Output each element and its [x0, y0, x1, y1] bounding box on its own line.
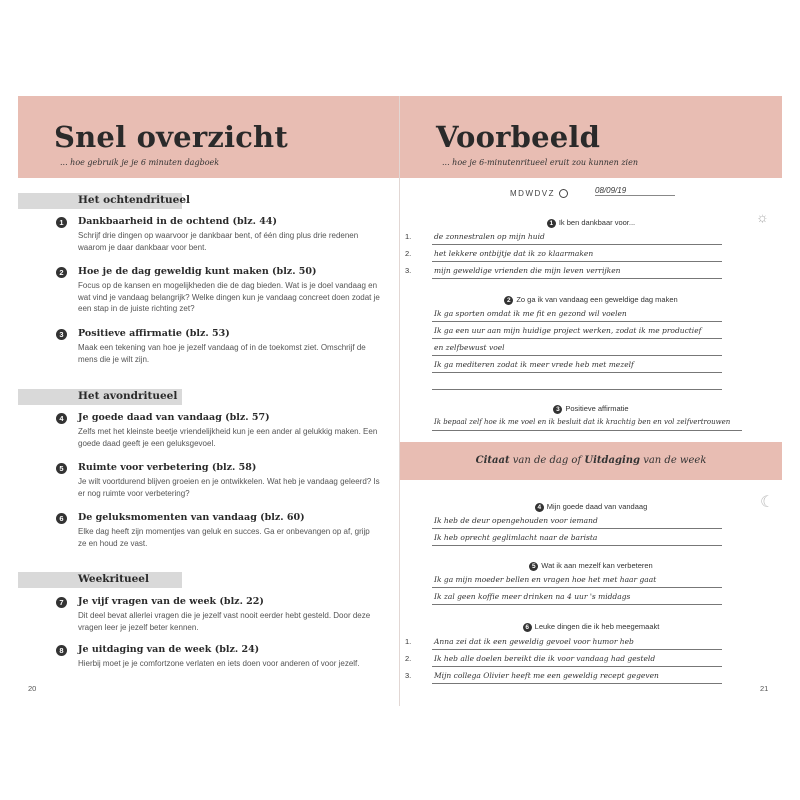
- heading-number: 1: [547, 219, 556, 228]
- date-field: 08/09/19: [595, 186, 675, 196]
- writing-line: [432, 516, 722, 529]
- item-text: Dit deel bevat allerlei vragen die je jezelf vast nooit eerder hebt gesteld. Door deze vragen leer je jezelf beter kennen.: [78, 611, 371, 632]
- item-text: Hierbij moet je je comfortzone verlaten en iets doen voor anderen of voor jezelf.: [78, 659, 360, 668]
- item-number: 4: [56, 413, 67, 424]
- item-title: Ruimte voor verbetering (blz. 58): [78, 462, 257, 473]
- heading-number: 5: [529, 562, 538, 571]
- line-number: 2.: [405, 249, 412, 258]
- handwritten-text: en zelfbewust voel: [434, 343, 505, 352]
- item-number: 5: [56, 463, 67, 474]
- moon-icon: ☾: [760, 494, 775, 511]
- writing-line: [432, 309, 722, 322]
- item-title: De geluksmomenten van vandaag (blz. 60): [78, 512, 305, 523]
- left-page: [18, 96, 400, 706]
- line-number: 2.: [405, 654, 412, 663]
- heading-text: Positieve affirmatie: [565, 404, 629, 413]
- item-text: Schrijf drie dingen op waarvoor je dankbaar bent, of één ding plus drie redenen waarom je daar dankbaar voor bent.: [78, 231, 359, 252]
- writing-line: [432, 575, 722, 588]
- item-title: Positieve affirmatie (blz. 53): [78, 328, 230, 339]
- heading-text: Wat ik aan mezelf kan verbeteren: [541, 561, 653, 570]
- writing-line: [432, 418, 742, 431]
- heading-text: Mijn goede daad van vandaag: [546, 502, 648, 511]
- day-circle-icon: [559, 189, 568, 198]
- writing-line: [432, 533, 722, 546]
- line-number: 1.: [405, 637, 412, 646]
- writing-line: [432, 360, 722, 373]
- handwritten-text: Ik ga sporten omdat ik me fit en gezond wil voelen: [434, 309, 627, 318]
- writing-line: [405, 232, 722, 245]
- left-header: [18, 96, 400, 178]
- item-number: 1: [56, 217, 67, 228]
- quote-banner: [400, 442, 782, 480]
- gratitude-heading: [400, 218, 782, 228]
- writing-line: [432, 326, 722, 339]
- item-number: 8: [56, 645, 67, 656]
- page-title: Voorbeeld: [436, 120, 601, 154]
- page-number: 20: [28, 684, 37, 693]
- section-title: Weekritueel: [78, 573, 149, 585]
- item-title: Je vijf vragen van de week (blz. 22): [78, 596, 264, 607]
- writing-line: [405, 249, 722, 262]
- item-title: Hoe je de dag geweldig kunt maken (blz. 50): [78, 266, 317, 277]
- heading-text: Leuke dingen die ik heb meegemaakt: [534, 622, 660, 631]
- weekday-letters: [510, 189, 568, 198]
- item-number: 3: [56, 329, 67, 340]
- handwritten-text: Ik ga mijn moeder bellen en vragen hoe het met haar gaat: [434, 575, 657, 584]
- improve-heading: [400, 561, 782, 571]
- quote-text: [400, 455, 782, 466]
- heading-text: Ik ben dankbaar voor...: [558, 218, 636, 227]
- item-text: Elke dag heeft zijn momentjes van geluk en succes. Ga er onbevangen op af, grijp ze en houd ze vast.: [78, 527, 370, 548]
- page-number: 21: [760, 684, 769, 693]
- section-title: Het avondritueel: [78, 390, 178, 402]
- quote-word: Citaat: [475, 455, 510, 466]
- item-text: Je wilt voortdurend blijven groeien en je ontwikkelen. Wat heb je vandaag geleerd? Is er nog ruimte voor verbetering?: [78, 477, 380, 498]
- handwritten-text: Ik zal geen koffie meer drinken na 4 uur 's middags: [434, 592, 631, 601]
- heading-number: 4: [535, 503, 544, 512]
- item-number: 7: [56, 597, 67, 608]
- sun-icon: ☼: [756, 209, 769, 225]
- writing-line: [405, 671, 722, 684]
- item-text: Zelfs met het kleinste beetje vriendelijkheid kun je een ander al gelukkig maken. Een goede daad geeft je een geluksgevoel.: [78, 427, 378, 448]
- writing-line: [432, 592, 722, 605]
- quote-joiner: van de dag of: [509, 455, 585, 466]
- great-day-heading: [400, 295, 782, 305]
- item-number: 2: [56, 267, 67, 278]
- handwritten-text: het lekkere ontbijtje dat ik zo klaarmaken: [434, 249, 594, 258]
- item-text: Maak een tekening van hoe je jezelf vandaag of in de toekomst ziet. Omschrijf de mens die je wilt zijn.: [78, 343, 366, 364]
- handwritten-text: Ik heb alle doelen bereikt die ik voor vandaag had gesteld: [434, 654, 656, 663]
- item-title: Je uitdaging van de week (blz. 24): [78, 644, 260, 655]
- good-deed-heading: [400, 502, 782, 512]
- handwritten-text: Anna zei dat ik een geweldig gevoel voor humor heb: [434, 637, 634, 646]
- item-title: Dankbaarheid in de ochtend (blz. 44): [78, 216, 277, 227]
- handwritten-text: Ik heb de deur opengehouden voor iemand: [434, 516, 598, 525]
- page-title: Snel overzicht: [54, 120, 288, 154]
- right-page: [400, 96, 782, 706]
- handwritten-text: Ik ga mediteren zodat ik meer vrede heb met mezelf: [434, 360, 634, 369]
- handwritten-text: mijn geweldige vrienden die mijn leven verrijken: [434, 266, 621, 275]
- heading-text: Zo ga ik van vandaag een geweldige dag maken: [516, 295, 678, 304]
- writing-line: [432, 343, 722, 356]
- affirmation-heading: [400, 404, 782, 414]
- heading-number: 2: [504, 296, 513, 305]
- page-subtitle: ... hoe gebruik je je 6 minuten dagboek: [60, 158, 220, 167]
- handwritten-text: de zonnestralen op mijn huid: [434, 232, 545, 241]
- right-header: [400, 96, 782, 178]
- handwritten-text: Ik bepaal zelf hoe ik me voel en ik besluit dat ik krachtig ben en vol zelfvertrouwen: [434, 418, 731, 426]
- writing-line: [405, 654, 722, 667]
- heading-number: 6: [523, 623, 532, 632]
- line-number: 1.: [405, 232, 412, 241]
- heading-number: 3: [553, 405, 562, 414]
- page-subtitle: ... hoe je 6-minutenritueel eruit zou kunnen zien: [442, 158, 638, 167]
- moments-heading: [400, 622, 782, 632]
- item-number: 6: [56, 513, 67, 524]
- handwritten-text: Ik ga een uur aan mijn huidige project werken, zodat ik me productief: [434, 326, 702, 335]
- handwritten-text: Mijn collega Olivier heeft me een geweldig recept gegeven: [434, 671, 659, 680]
- writing-line: [432, 377, 722, 390]
- challenge-word: Uitdaging: [584, 455, 641, 466]
- handwritten-text: Ik heb oprecht geglimlacht naar de barista: [434, 533, 598, 542]
- book-spread: [18, 96, 782, 706]
- item-title: Je goede daad van vandaag (blz. 57): [78, 412, 270, 423]
- weekday-text: MDWDVZ: [510, 189, 555, 198]
- item-text: Focus op de kansen en mogelijkheden die de dag bieden. Wat is je doel vandaag en wat vind je vandaag belangrijk? Welke dingen kun je vandaag concreet doen zodat je een stap in de juiste richting zet?: [78, 281, 380, 313]
- writing-line: [405, 637, 722, 650]
- section-title: Het ochtendritueel: [78, 194, 190, 206]
- writing-line: [405, 266, 722, 279]
- line-number: 3.: [405, 266, 412, 275]
- line-number: 3.: [405, 671, 412, 680]
- quote-joiner: van de week: [640, 455, 707, 466]
